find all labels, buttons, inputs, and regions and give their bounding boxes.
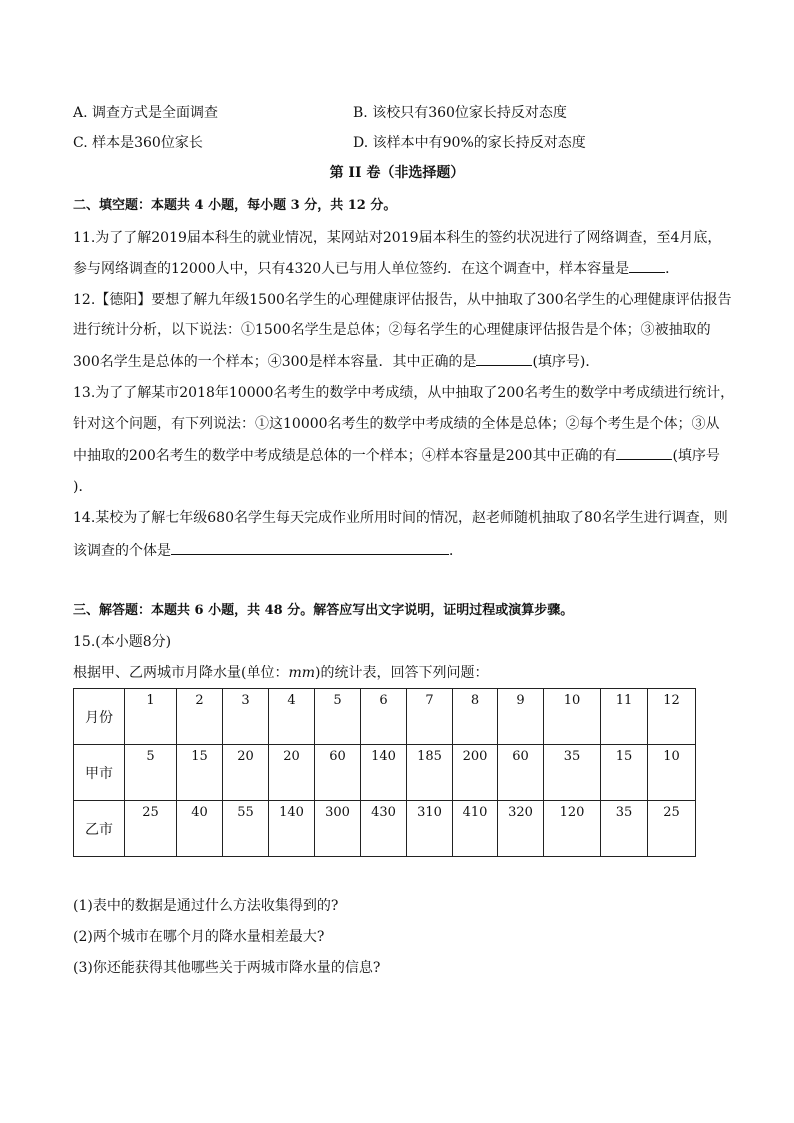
month-cell: 4	[287, 693, 296, 708]
q13-answer-blank	[616, 445, 672, 460]
q13-line2: 针对这个问题，有下列说法：①这10000名考生的数学中考成绩的全体是总体；②每个考生是个体；③从	[73, 416, 720, 432]
q12-line2: 进行统计分析，以下说法：①1500名学生是总体；②每名学生的心理健康评估报告是个体；③被抽取的	[73, 322, 711, 338]
q13-line4: )．	[73, 479, 93, 495]
q14-line1: 14.某校为了解七年级680名学生每天完成作业所用时间的情况，赵老师随机抽取了80名学生进行调查，则	[73, 510, 728, 526]
city-a-cell: 35	[563, 749, 581, 764]
city-b-cell: 140	[279, 805, 304, 820]
city-b-cell: 35	[615, 805, 633, 820]
month-cell: 10	[563, 693, 581, 708]
q15-sub1: (1)表中的数据是通过什么方法收集得到的?	[73, 898, 339, 914]
option-c: C. 样本是360位家长	[73, 135, 203, 151]
city-a-cell: 185	[417, 749, 442, 764]
q14-line2	[73, 540, 463, 561]
rainfall-table	[73, 688, 696, 857]
q12-line1: 12.【德阳】要想了解九年级1500名学生的心理健康评估报告，从中抽取了300名学生的心理健康评估报告	[73, 292, 732, 308]
section3-heading: 三、解答题：本题共 6 小题，共 48 分。解答应写出文字说明，证明过程或演算步骤。	[73, 603, 574, 618]
month-cell: 6	[379, 693, 388, 708]
q13-line1: 13.为了了解某市2018年10000名考生的数学中考成绩，从中抽取了200名考生的数学中考成绩进行统计，	[73, 385, 735, 401]
q15-intro-b: )的统计表，回答下列问题：	[315, 665, 489, 681]
q15-header: 15.(本小题8分)	[73, 634, 172, 650]
city-a-cell: 20	[237, 749, 254, 764]
option-a: A. 调查方式是全面调查	[73, 105, 219, 121]
q11-line1: 11.为了了解2019届本科生的就业情况，某网站对2019届本科生的签约状况进行了网络调查，至4月底，	[73, 230, 722, 246]
month-cell: 11	[615, 693, 633, 708]
q15-intro-unit: mm	[288, 665, 316, 681]
row-label-month: 月份	[74, 689, 125, 745]
q15-intro-a: 根据甲、乙两城市月降水量(单位：	[73, 665, 289, 681]
q12-line3	[73, 351, 599, 372]
q12-text: 300名学生是总体的一个样本；④300是样本容量．其中正确的是	[73, 354, 477, 370]
city-b-cell: 120	[559, 805, 585, 820]
q13-text: 中抽取的200名考生的数学中考成绩是总体的一个样本；④样本容量是200其中正确的有	[73, 448, 617, 464]
q11-text: 参与网络调查的12000人中，只有4320人已与用人单位签约．在这个调查中，样本容量是	[73, 261, 630, 277]
q15-intro	[73, 663, 489, 683]
q11-end: ．	[665, 261, 680, 277]
month-cell: 12	[663, 693, 680, 708]
month-cell: 3	[241, 693, 250, 708]
q15-sub3: (3)你还能获得其他哪些关于两城市降水量的信息?	[73, 960, 381, 976]
city-a-cell: 10	[663, 749, 680, 764]
city-b-cell: 300	[325, 805, 350, 820]
q14-text: 该调查的个体是	[73, 543, 171, 559]
q11-line2	[73, 258, 679, 279]
city-a-cell: 15	[191, 749, 208, 764]
month-cell: 2	[195, 693, 204, 708]
table-row-month	[74, 689, 696, 745]
month-cell: 8	[470, 693, 480, 708]
month-cell: 7	[425, 693, 434, 708]
city-a-cell: 60	[512, 749, 529, 764]
q12-end: (填序号)．	[532, 354, 600, 370]
city-a-cell: 200	[462, 749, 488, 764]
q11-answer-blank	[629, 258, 665, 273]
city-b-cell: 40	[191, 805, 208, 820]
month-cell: 1	[146, 693, 155, 708]
q14-end: ．	[449, 543, 463, 559]
city-a-cell: 15	[615, 749, 633, 764]
table-row-city-a	[74, 745, 696, 801]
q15-sub2: (2)两个城市在哪个月的降水量相差最大?	[73, 929, 325, 945]
table-row-city-b	[74, 801, 696, 857]
city-b-cell: 55	[237, 805, 254, 820]
month-cell: 9	[516, 693, 525, 708]
q13-end: (填序号	[672, 448, 720, 464]
q14-answer-blank	[171, 540, 449, 555]
city-b-cell: 25	[142, 805, 159, 820]
section2-heading: 二、填空题：本题共 4 小题，每小题 3 分，共 12 分。	[73, 198, 397, 213]
city-a-cell: 60	[329, 749, 346, 764]
city-a-cell: 5	[146, 749, 155, 764]
option-d: D. 该样本中有90%的家长持反对态度	[353, 135, 586, 151]
row-label-city-a: 甲市	[74, 745, 125, 801]
part2-title: 第 II 卷（非选择题）	[329, 165, 465, 181]
q12-answer-blank	[476, 351, 532, 366]
city-a-cell: 20	[283, 749, 300, 764]
month-cell: 5	[333, 693, 342, 708]
city-b-cell: 430	[371, 805, 396, 820]
q13-line3	[73, 445, 720, 466]
city-b-cell: 25	[663, 805, 680, 820]
option-b: B. 该校只有360位家长持反对态度	[353, 105, 567, 121]
city-b-cell: 320	[508, 805, 533, 820]
row-label-city-b: 乙市	[74, 801, 125, 857]
city-b-cell: 410	[462, 805, 488, 820]
city-a-cell: 140	[371, 749, 396, 764]
city-b-cell: 310	[417, 805, 442, 820]
